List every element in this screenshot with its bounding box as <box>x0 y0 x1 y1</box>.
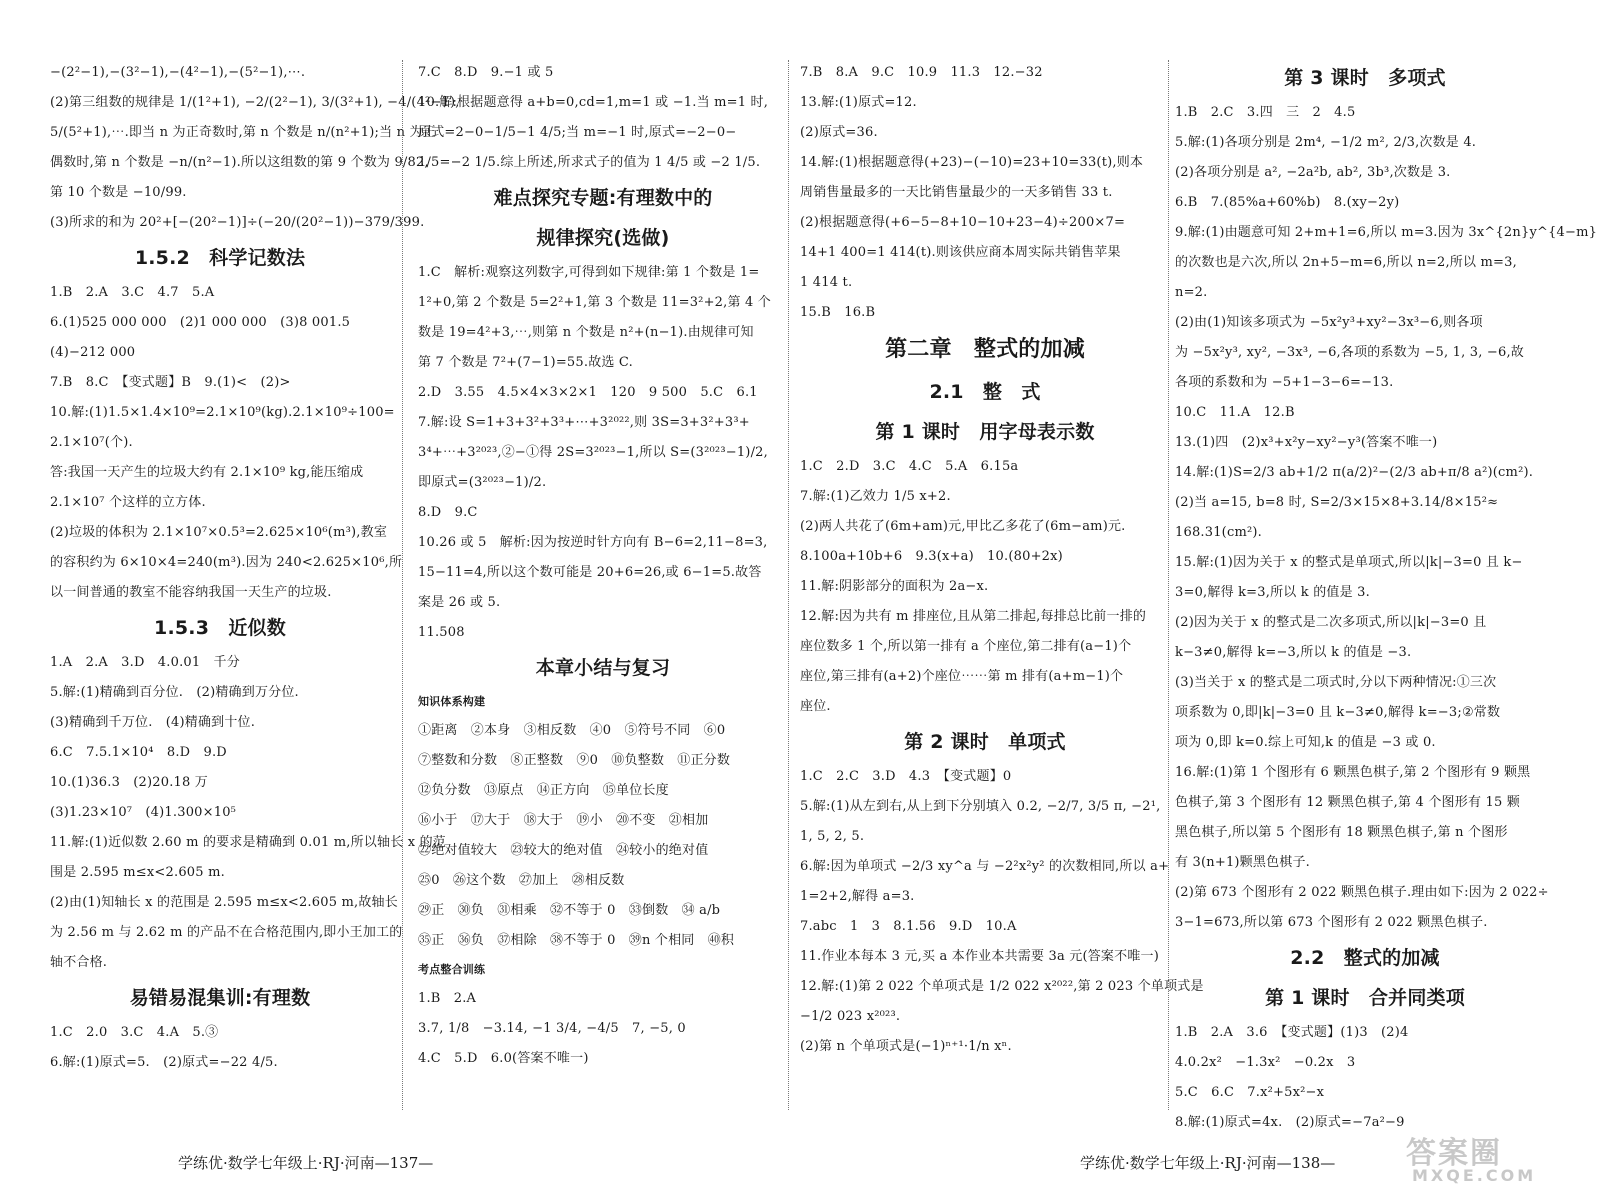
column-4 <box>1175 58 1598 1138</box>
answer-line: 11.作业本每本 3 元,买 a 本作业本共需要 3a 元(答案不唯一) <box>800 949 1159 964</box>
answer-line: 周销售量最多的一天比销售量最少的一天多销售 33 t. <box>800 185 1113 200</box>
subsection-label: 知识体系构建 <box>418 695 486 708</box>
answer-line: 7.B 8.A 9.C 10.9 11.3 12.−32 <box>800 65 1043 80</box>
answer-line: (2)第 n 个单项式是(−1)ⁿ⁺¹·1/n xⁿ. <box>800 1039 1012 1054</box>
answer-line: 数是 19=4²+3,⋯,则第 n 个数是 n²+(n−1).由规律可知 <box>418 325 754 340</box>
answer-line: (3)所求的和为 20²+[−(20²−1)]÷(−20/(20²−1))−379/399. <box>50 215 425 230</box>
answer-line: 为 2.56 m 与 2.62 m 的产品不在合格范围内,即小王加工的 <box>50 925 403 940</box>
answer-line: 原式=2−0−1/5−1 4/5;当 m=−1 时,原式=−2−0− <box>418 125 737 140</box>
answer-line: 4.0.2x² −1.3x² −0.2x 3 <box>1175 1055 1356 1070</box>
answer-line: 的容积约为 6×10×4=240(m³).因为 240<2.625×10⁶,所 <box>50 555 403 570</box>
answer-line: 围是 2.595 m≤x<2.605 m. <box>50 865 225 880</box>
answer-line: 答:我国一天产生的垃圾大约有 2.1×10⁹ kg,能压缩成 <box>50 465 364 480</box>
answer-line: 案是 26 或 5. <box>418 595 501 610</box>
answer-line: 3=0,解得 k=3,所以 k 的值是 3. <box>1175 585 1370 600</box>
answer-line: 座位,第三排有(a+2)个座位⋯⋯第 m 排有(a+m−1)个 <box>800 669 1124 684</box>
answer-line: (2)由(1)知轴长 x 的范围是 2.595 m≤x<2.605 m,故轴长 <box>50 895 398 910</box>
answer-line: 各项的系数和为 −5+1−3−6=−13. <box>1175 375 1394 390</box>
answer-line: 11.解:(1)近似数 2.60 m 的要求是精确到 0.01 m,所以轴长 x 的范 <box>50 835 447 850</box>
answer-line: (2)原式=36. <box>800 125 878 140</box>
answer-line: 7.B 8.C 【变式题】B 9.(1)< (2)> <box>50 375 291 390</box>
answer-line: 10.解:根据题意得 a+b=0,cd=1,m=1 或 −1.当 m=1 时, <box>418 95 769 110</box>
answer-line: (2)因为关于 x 的整式是二次多项式,所以|k|−3=0 且 <box>1175 615 1487 630</box>
answer-line: k−3≠0,解得 k=−3,所以 k 的值是 −3. <box>1175 645 1412 660</box>
answer-line: ⑦整数和分数 ⑧正整数 ⑨0 ⑩负整数 ⑪正分数 <box>418 753 731 768</box>
answer-line: 偶数时,第 n 个数是 −n/(n²−1).所以这组数的第 9 个数为 9/82, <box>50 155 429 170</box>
answer-line: (3)当关于 x 的整式是二项式时,分以下两种情况:①三次 <box>1175 675 1497 690</box>
answer-line: (2)由(1)知该多项式为 −5x²y³+xy²−3x³−6,则各项 <box>1175 315 1483 330</box>
section-heading: 第 1 课时 合并同类项 <box>1265 987 1465 1009</box>
answer-line: ⑫负分数 ⑬原点 ⑭正方向 ⑮单位长度 <box>418 783 669 798</box>
answer-line: 10.26 或 5 解析:因为按逆时针方向有 B−6=2,11−8=3, <box>418 535 768 550</box>
page-footer-left: 学练优·数学七年级上·RJ·河南—137— <box>178 1154 434 1172</box>
answer-line: 1.C 2.0 3.C 4.A 5.③ <box>50 1025 219 1040</box>
watermark-text: 答案圈 <box>1406 1136 1502 1171</box>
answer-line: 8.解:(1)原式=4x. (2)原式=−7a²−9 <box>1175 1115 1405 1130</box>
answer-line: −(2²−1),−(3²−1),−(4²−1),−(5²−1),⋯. <box>50 65 306 80</box>
answer-line: 的次数也是六次,所以 2n+5−m=6,所以 n=2,所以 m=3, <box>1175 255 1517 270</box>
answer-line: 2.D 3.55 4.5×4×3×2×1 120 9 500 5.C 6.1 <box>418 385 758 400</box>
answer-line: ⑯小于 ⑰大于 ⑱大于 ⑲小 ⑳不变 ㉑相加 <box>418 813 709 828</box>
answer-line: ㉙正 ㉚负 ㉛相乘 ㉜不等于 0 ㉝倒数 ㉞ a/b <box>418 903 721 918</box>
chapter-heading: 第二章 整式的加减 <box>885 337 1085 362</box>
watermark-logo <box>1406 1128 1576 1190</box>
answer-line: (3)精确到千万位. (4)精确到十位. <box>50 715 256 730</box>
section-heading: 2.2 整式的加减 <box>1290 947 1440 969</box>
section-heading: 难点探究专题:有理数中的 <box>493 187 713 209</box>
section-heading: 本章小结与复习 <box>535 657 671 679</box>
answer-line: 项为 0,即 k=0.综上可知,k 的值是 −3 或 0. <box>1175 735 1436 750</box>
answer-line: ㉟正 ㊱负 ㊲相除 ㊳不等于 0 ㊴n 个相同 ㊵积 <box>418 933 735 948</box>
answer-line: 1.C 解析:观察这列数字,可得到如下规律:第 1 个数是 1= <box>418 265 760 280</box>
answer-line: 3.7, 1/8 −3.14, −1 3/4, −4/5 7, −5, 0 <box>418 1021 686 1036</box>
answer-line: 1.C 2.C 3.D 4.3 【变式题】0 <box>800 769 1012 784</box>
column-divider <box>1168 60 1169 1110</box>
answer-line: 6.C 7.5.1×10⁴ 8.D 9.D <box>50 745 227 760</box>
section-heading: 规律探究(选做) <box>536 227 670 249</box>
answer-line: 1/5=−2 1/5.综上所述,所求式子的值为 1 4/5 或 −2 1/5. <box>418 155 761 170</box>
answer-line: 1, 5, 2, 5. <box>800 829 865 844</box>
answer-line: 1.B 2.C 3.四 三 2 4.5 <box>1175 105 1356 120</box>
answer-line: (2)根据题意得(+6−5−8+10−10+23−4)÷200×7= <box>800 215 1126 230</box>
answer-line: 12.解:(1)第 2 022 个单项式是 1/2 022 x²⁰²²,第 2 023 个单项式是 <box>800 979 1204 994</box>
answer-line: (2)当 a=15, b=8 时, S=2/3×15×8+3.14/8×15²≈ <box>1175 495 1499 510</box>
answer-line: (2)第三组数的规律是 1/(1²+1), −2/(2²−1), 3/(3²+1), −4/(4²−1), <box>50 95 460 110</box>
answer-line: 6.解:因为单项式 −2/3 xy^a 与 −2²x²y² 的次数相同,所以 a+ <box>800 859 1170 874</box>
answer-line: (2)第 673 个图形有 2 022 颗黑色棋子.理由如下:因为 2 022÷ <box>1175 885 1549 900</box>
answer-line: 9.解:(1)由题意可知 2+m+1=6,所以 m=3.因为 3x^{2n}y^{4−m} <box>1175 225 1598 240</box>
answer-line: 即原式=(3²⁰²³−1)/2. <box>418 475 547 490</box>
page-footer-right: 学练优·数学七年级上·RJ·河南—138— <box>1080 1154 1336 1172</box>
answer-line: 5.解:(1)精确到百分位. (2)精确到万分位. <box>50 685 299 700</box>
answer-line: 1.B 2.A 3.6 【变式题】(1)3 (2)4 <box>1175 1025 1409 1040</box>
answer-line: 15.解:(1)因为关于 x 的整式是单项式,所以|k|−3=0 且 k− <box>1175 555 1523 570</box>
answer-line: 5.解:(1)各项分别是 2m⁴, −1/2 m², 2/3,次数是 4. <box>1175 135 1477 150</box>
answer-line: 项系数为 0,即|k|−3=0 且 k−3≠0,解得 k=−3;②常数 <box>1175 705 1501 720</box>
answer-line: n=2. <box>1175 285 1208 300</box>
answer-line: 14.解:(1)S=2/3 ab+1/2 π(a/2)²−(2/3 ab+π/8 a²)(cm²). <box>1175 465 1534 480</box>
answer-line: 1 414 t. <box>800 275 853 290</box>
answer-line: 13.(1)四 (2)x³+x²y−xy²−y³(答案不唯一) <box>1175 435 1438 450</box>
answer-line: 7.解:(1)乙效力 1/5 x+2. <box>800 489 951 504</box>
answer-line: 黑色棋子,所以第 5 个图形有 18 颗黑色棋子,第 n 个图形 <box>1175 825 1508 840</box>
section-heading: 第 3 课时 多项式 <box>1284 67 1446 89</box>
answer-line: 1²+0,第 2 个数是 5=2²+1,第 3 个数是 11=3²+2,第 4 个 <box>418 295 772 310</box>
answer-line: (4)−212 000 <box>50 345 136 360</box>
answer-line: −1/2 023 x²⁰²³. <box>800 1009 901 1024</box>
column-divider <box>402 60 403 1110</box>
answer-line: 1.A 2.A 3.D 4.0.01 千分 <box>50 655 240 670</box>
section-heading: 1.5.3 近似数 <box>154 617 286 639</box>
answer-line: 2.1×10⁷ 个这样的立方体. <box>50 495 206 510</box>
answer-line: 14+1 400=1 414(t).则该供应商本周实际共销售苹果 <box>800 245 1121 260</box>
answer-line: 5.C 6.C 7.x²+5x²−x <box>1175 1085 1325 1100</box>
answer-line: 座位数多 1 个,所以第一排有 a 个座位,第二排有(a−1)个 <box>800 639 1132 654</box>
answer-line: 第 7 个数是 7²+(7−1)=55.故选 C. <box>418 355 633 370</box>
answer-line: 14.解:(1)根据题意得(+23)−(−10)=23+10=33(t),则本 <box>800 155 1144 170</box>
subsection-label: 考点整合训练 <box>418 963 486 976</box>
answer-line: 2.1×10⁷(个). <box>50 435 133 450</box>
answer-line: 座位. <box>800 699 831 714</box>
answer-line: 7.解:设 S=1+3+3²+3³+⋯+3²⁰²²,则 3S=3+3²+3³+ <box>418 415 750 430</box>
answer-line: 5.解:(1)从左到右,从上到下分别填入 0.2, −2/7, 3/5 π, −2¹, <box>800 799 1161 814</box>
answer-line: 10.C 11.A 12.B <box>1175 405 1295 420</box>
answer-line: (2)各项分别是 a², −2a²b, ab², 3b³,次数是 3. <box>1175 165 1451 180</box>
answer-line: 12.解:因为共有 m 排座位,且从第二排起,每排总比前一排的 <box>800 609 1147 624</box>
answer-line: 1.B 2.A <box>418 991 477 1006</box>
answer-line: 4.C 5.D 6.0(答案不唯一) <box>418 1051 589 1066</box>
answer-line: (3)1.23×10⁷ (4)1.300×10⁵ <box>50 805 237 820</box>
answer-line: ㉕0 ㉖这个数 ㉗加上 ㉘相反数 <box>418 873 625 888</box>
section-heading: 第 1 课时 用字母表示数 <box>875 421 1095 443</box>
column-2 <box>418 58 788 1074</box>
answer-line: 3−1=673,所以第 673 个图形有 2 022 颗黑色棋子. <box>1175 915 1488 930</box>
section-heading: 1.5.2 科学记数法 <box>134 247 306 269</box>
answer-line: 10.(1)36.3 (2)20.18 万 <box>50 775 208 790</box>
answer-line: 6.解:(1)原式=5. (2)原式=−22 4/5. <box>50 1055 278 1070</box>
answer-line: 1.C 2.D 3.C 4.C 5.A 6.15a <box>800 459 1019 474</box>
answer-line: 有 3(n+1)颗黑色棋子. <box>1175 855 1311 870</box>
answer-line: (2)垃圾的体积为 2.1×10⁷×0.5³=2.625×10⁶(m³),教室 <box>50 525 388 540</box>
answer-line: 8.D 9.C <box>418 505 478 520</box>
answer-line: 为 −5x²y³, xy², −3x³, −6,各项的系数为 −5, 1, 3, −6,故 <box>1175 345 1525 360</box>
answer-line: 11.解:阴影部分的面积为 2a−x. <box>800 579 989 594</box>
answer-line: (2)两人共花了(6m+am)元,甲比乙多花了(6m−am)元. <box>800 519 1126 534</box>
answer-line: ㉒绝对值较大 ㉓较大的绝对值 ㉔较小的绝对值 <box>418 843 709 858</box>
answer-line: 7.abc 1 3 8.1.56 9.D 10.A <box>800 919 1017 934</box>
answer-line: 轴不合格. <box>50 955 108 970</box>
answer-line: 7.C 8.D 9.−1 或 5 <box>418 65 554 80</box>
answer-line: 6.B 7.(85%a+60%b) 8.(xy−2y) <box>1175 195 1400 210</box>
section-heading: 2.1 整 式 <box>929 381 1041 403</box>
answer-line: 色棋子,第 3 个图形有 12 颗黑色棋子,第 4 个图形有 15 颗 <box>1175 795 1520 810</box>
section-heading: 易错易混集训:有理数 <box>129 987 311 1009</box>
answer-line: 168.31(cm²). <box>1175 525 1262 540</box>
answer-line: 15−11=4,所以这个数可能是 20+6=26,或 6−1=5.故答 <box>418 565 762 580</box>
answer-line: 15.B 16.B <box>800 305 876 320</box>
answer-line: 3⁴+⋯+3²⁰²³,②−①得 2S=3²⁰²³−1,所以 S=(3²⁰²³−1)/2, <box>418 445 768 460</box>
answer-line: 6.(1)525 000 000 (2)1 000 000 (3)8 001.5 <box>50 315 351 330</box>
section-heading: 第 2 课时 单项式 <box>904 731 1066 753</box>
answer-line: 13.解:(1)原式=12. <box>800 95 917 110</box>
answer-line: 以一间普通的教室不能容纳我国一天生产的垃圾. <box>50 585 332 600</box>
answer-line: 16.解:(1)第 1 个图形有 6 颗黑色棋子,第 2 个图形有 9 颗黑 <box>1175 765 1531 780</box>
answer-line: 1=2+2,解得 a=3. <box>800 889 915 904</box>
answer-line: 1.B 2.A 3.C 4.7 5.A <box>50 285 215 300</box>
answer-line: 第 10 个数是 −10/99. <box>50 185 187 200</box>
answer-line: 8.100a+10b+6 9.3(x+a) 10.(80+2x) <box>800 549 1063 564</box>
watermark-url: MXQE.COM <box>1412 1166 1537 1185</box>
answer-line: 11.508 <box>418 625 465 640</box>
answer-line: 5/(5²+1),⋯.即当 n 为正奇数时,第 n 个数是 n/(n²+1);当 n 为正 <box>50 125 436 140</box>
answer-line: 10.解:(1)1.5×1.4×10⁹=2.1×10⁹(kg).2.1×10⁹÷100= <box>50 405 395 420</box>
column-divider <box>788 60 789 1110</box>
answer-line: ①距离 ②本身 ③相反数 ④0 ⑤符号不同 ⑥0 <box>418 723 726 738</box>
